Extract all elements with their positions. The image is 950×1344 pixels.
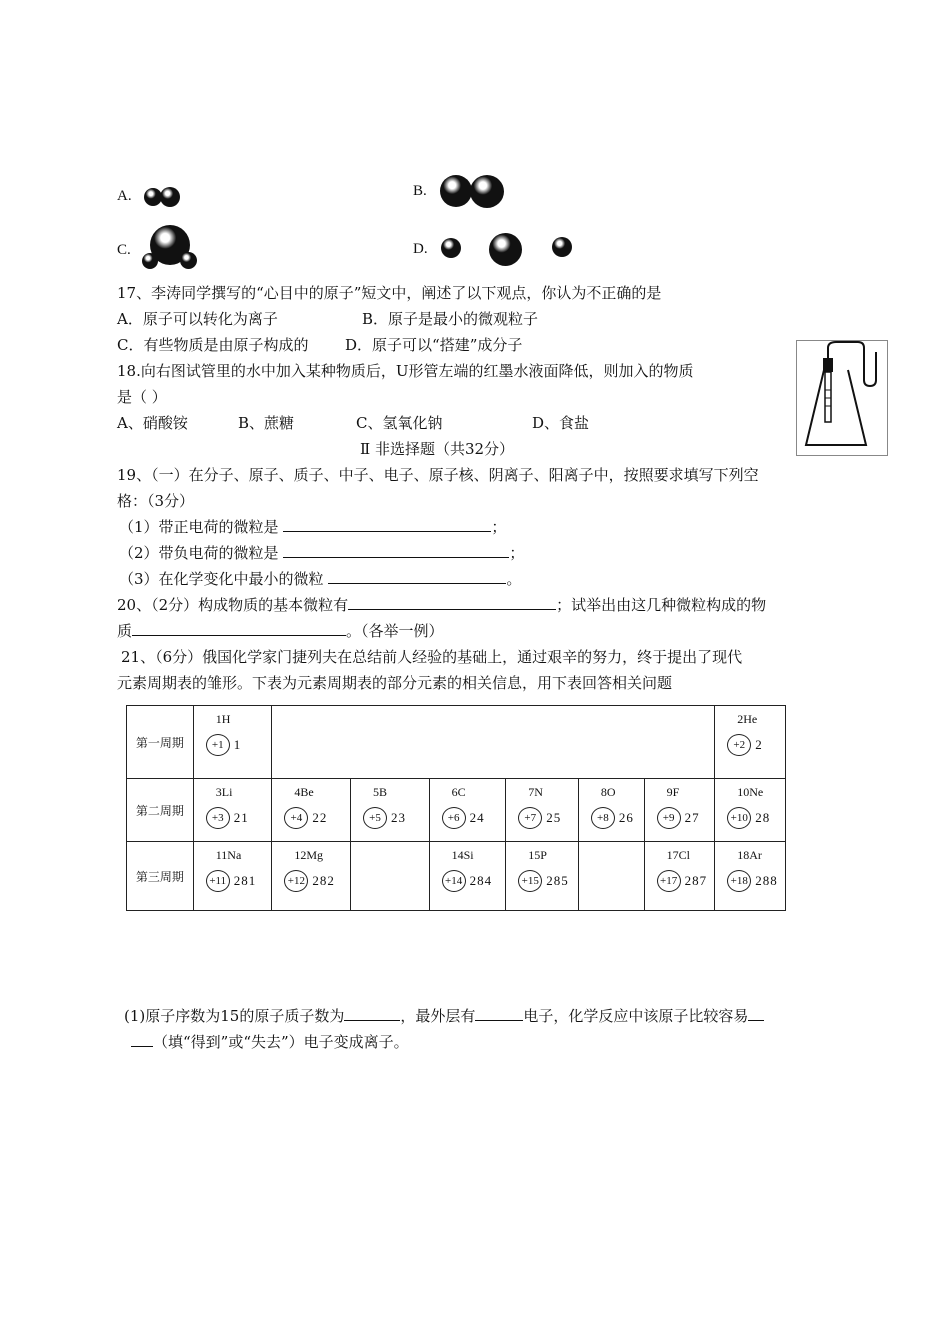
nucleus-charge: +10 <box>727 807 751 829</box>
electron-shells: 22 <box>312 810 328 825</box>
q20-answer-2[interactable] <box>132 621 346 636</box>
q19-part-1 <box>119 517 506 537</box>
nucleus-charge: +12 <box>284 870 308 892</box>
q19-part-2 <box>119 543 524 563</box>
element-symbol: 7N <box>528 785 543 799</box>
period-label: 第一周期 <box>127 706 194 779</box>
q19-part-3-text: （3）在化学变化中最小的微粒 <box>119 570 324 588</box>
element-symbol: 14Si <box>451 848 474 862</box>
nucleus-charge: +4 <box>284 807 308 829</box>
element-symbol: 17Cl <box>666 848 690 862</box>
option-c-label: C. <box>117 242 131 258</box>
element-cell <box>350 779 429 842</box>
nucleus-charge: +5 <box>363 807 387 829</box>
electron-shells: 287 <box>684 873 708 888</box>
nucleus-charge: +1 <box>206 734 230 756</box>
q21-answer-3[interactable] <box>748 1006 764 1021</box>
molecule-b-atom <box>440 175 472 207</box>
q18-option-b: B、蔗糖 <box>238 414 295 432</box>
table-row <box>127 779 786 842</box>
q18-stem-2: 是（ ） <box>117 388 167 406</box>
element-symbol: 1H <box>215 712 231 726</box>
element-symbol: 6C <box>451 785 466 799</box>
q18-option-c: C、氢氧化钠 <box>356 414 443 432</box>
electron-shells: 281 <box>233 873 257 888</box>
period-label: 第三周期 <box>127 842 194 911</box>
electron-shells: 21 <box>233 810 249 825</box>
q20-answer-1[interactable] <box>348 595 556 610</box>
option-b-label: B. <box>413 183 427 199</box>
section-2-heading: Ⅱ 非选择题（共32分） <box>360 440 515 458</box>
electron-shells: 27 <box>684 810 700 825</box>
molecule-d-atom <box>441 238 461 258</box>
q21-part-1-text: (1)原子序数为15的原子质子数为 <box>124 1007 345 1025</box>
q21-answer-2[interactable] <box>475 1006 523 1021</box>
element-symbol: 15P <box>528 848 547 862</box>
q17-option-b: B．原子是最小的微观粒子 <box>362 310 539 328</box>
q19-part-1-end: ； <box>491 518 507 536</box>
electron-shells: 282 <box>312 873 335 888</box>
nucleus-charge: +6 <box>442 807 466 829</box>
element-cell <box>193 706 272 779</box>
element-cell <box>644 842 715 911</box>
molecule-d-atom <box>552 237 572 257</box>
electron-shells: 2 <box>755 737 763 752</box>
empty-element-cell <box>350 842 429 911</box>
nucleus-charge: +15 <box>518 870 542 892</box>
molecule-d-atom <box>489 233 522 266</box>
table-row <box>127 706 786 779</box>
electron-shells: 288 <box>755 873 778 888</box>
q21-part-1-mid2: 电子，化学反应中该原子比较容易 <box>523 1007 749 1025</box>
electron-shells: 24 <box>469 810 485 825</box>
nucleus-charge: +8 <box>591 807 615 829</box>
q20-text-2-end: 。（各举一例） <box>346 622 444 640</box>
electron-shells: 26 <box>618 810 634 825</box>
q19-part-2-end: ； <box>509 544 525 562</box>
q19-answer-2[interactable] <box>283 543 509 558</box>
nucleus-charge: +11 <box>206 870 230 892</box>
molecule-c-atom <box>180 252 197 269</box>
q18-option-d: D、食盐 <box>532 414 590 432</box>
element-cell <box>578 779 644 842</box>
element-cell <box>272 779 351 842</box>
element-cell <box>193 842 272 911</box>
flask-u-tube-illustration <box>796 340 888 456</box>
nucleus-charge: +7 <box>518 807 542 829</box>
element-symbol: 12Mg <box>294 848 324 862</box>
q21-stem-2: 元素周期表的雏形。下表为元素周期表的部分元素的相关信息，用下表回答相关问题 <box>117 674 673 692</box>
nucleus-charge: +17 <box>657 870 681 892</box>
element-cell <box>429 779 506 842</box>
element-cell <box>644 779 715 842</box>
q19-answer-1[interactable] <box>283 517 491 532</box>
element-cell <box>506 779 579 842</box>
q21-answer-3-cont[interactable] <box>131 1032 153 1047</box>
option-a-label: A. <box>117 188 132 204</box>
electron-shells: 28 <box>755 810 771 825</box>
table-row <box>127 842 786 911</box>
electron-shells: 285 <box>546 873 569 888</box>
element-cell <box>715 706 786 779</box>
q20-line-2 <box>117 621 444 641</box>
nucleus-charge: +14 <box>442 870 466 892</box>
molecule-c-atom <box>142 253 158 269</box>
q17-option-a: A．原子可以转化为离子 <box>117 310 278 328</box>
electron-shells: 1 <box>233 737 242 752</box>
nucleus-charge: +2 <box>727 734 751 756</box>
q21-part-1-line-1 <box>124 1006 764 1026</box>
empty-element-cell <box>578 842 644 911</box>
q17-stem: 17、李涛同学撰写的“心目中的原子”短文中，阐述了以下观点，你认为不正确的是 <box>117 284 662 302</box>
nucleus-charge: +9 <box>657 807 681 829</box>
q20-line-1 <box>117 595 766 615</box>
electron-shells: 23 <box>390 810 406 825</box>
q19-part-2-text: （2）带负电荷的微粒是 <box>119 544 279 562</box>
element-symbol: 5B <box>372 785 387 799</box>
element-symbol: 18Ar <box>737 848 762 862</box>
q17-option-d: D．原子可以“搭建”成分子 <box>345 336 523 354</box>
q20-text-2: 质 <box>117 622 133 640</box>
q18-stem-1: 18.向右图试管里的水中加入某种物质后，U形管左端的红墨水液面降低，则加入的物质 <box>117 362 694 380</box>
q20-text-1-end: ；试举出由这几种微粒构成的物 <box>556 596 767 614</box>
electron-shells: 284 <box>469 873 493 888</box>
period-label: 第二周期 <box>127 779 194 842</box>
q19-part-3-end: 。 <box>506 570 522 588</box>
q21-part-1-line-2 <box>131 1032 409 1052</box>
element-symbol: 3Li <box>215 785 233 799</box>
empty-span <box>272 706 715 779</box>
q19-stem-2: 格：（3分） <box>117 492 195 510</box>
option-d-label: D. <box>413 241 428 257</box>
element-cell <box>715 842 786 911</box>
element-symbol: 4Be <box>294 785 314 799</box>
q19-part-1-text: （1）带正电荷的微粒是 <box>119 518 279 536</box>
q19-part-3 <box>119 569 521 589</box>
element-cell <box>429 842 506 911</box>
q18-option-a: A、硝酸铵 <box>117 414 188 432</box>
q21-answer-1[interactable] <box>344 1006 400 1021</box>
element-cell <box>506 842 579 911</box>
periodic-table <box>126 705 786 911</box>
element-cell <box>715 779 786 842</box>
molecule-a-atom <box>160 187 180 207</box>
nucleus-charge: +3 <box>206 807 230 829</box>
q21-stem-1: 21、（6分）俄国化学家门捷列夫在总结前人经验的基础上，通过艰辛的努力，终于提出了现代 <box>121 648 743 666</box>
q17-option-c: C．有些物质是由原子构成的 <box>117 336 309 354</box>
q19-answer-3[interactable] <box>328 569 506 584</box>
electron-shells: 25 <box>546 810 562 825</box>
q19-stem-1: 19、（一）在分子、原子、质子、中子、电子、原子核、阴离子、阳离子中，按照要求填写下列空 <box>117 466 759 484</box>
element-symbol: 9F <box>666 785 680 799</box>
q21-part-1-mid: ，最外层有 <box>400 1007 476 1025</box>
element-symbol: 10Ne <box>737 785 764 799</box>
element-cell <box>272 842 351 911</box>
element-symbol: 2He <box>737 712 758 726</box>
molecule-b-atom <box>470 175 504 208</box>
element-cell <box>193 779 272 842</box>
element-symbol: 8O <box>600 785 616 799</box>
q20-text-1: 20、（2分）构成物质的基本微粒有 <box>117 596 349 614</box>
q21-part-1-end: （填“得到”或“失去”）电子变成离子。 <box>153 1033 409 1051</box>
nucleus-charge: +18 <box>727 870 751 892</box>
element-symbol: 11Na <box>215 848 242 862</box>
